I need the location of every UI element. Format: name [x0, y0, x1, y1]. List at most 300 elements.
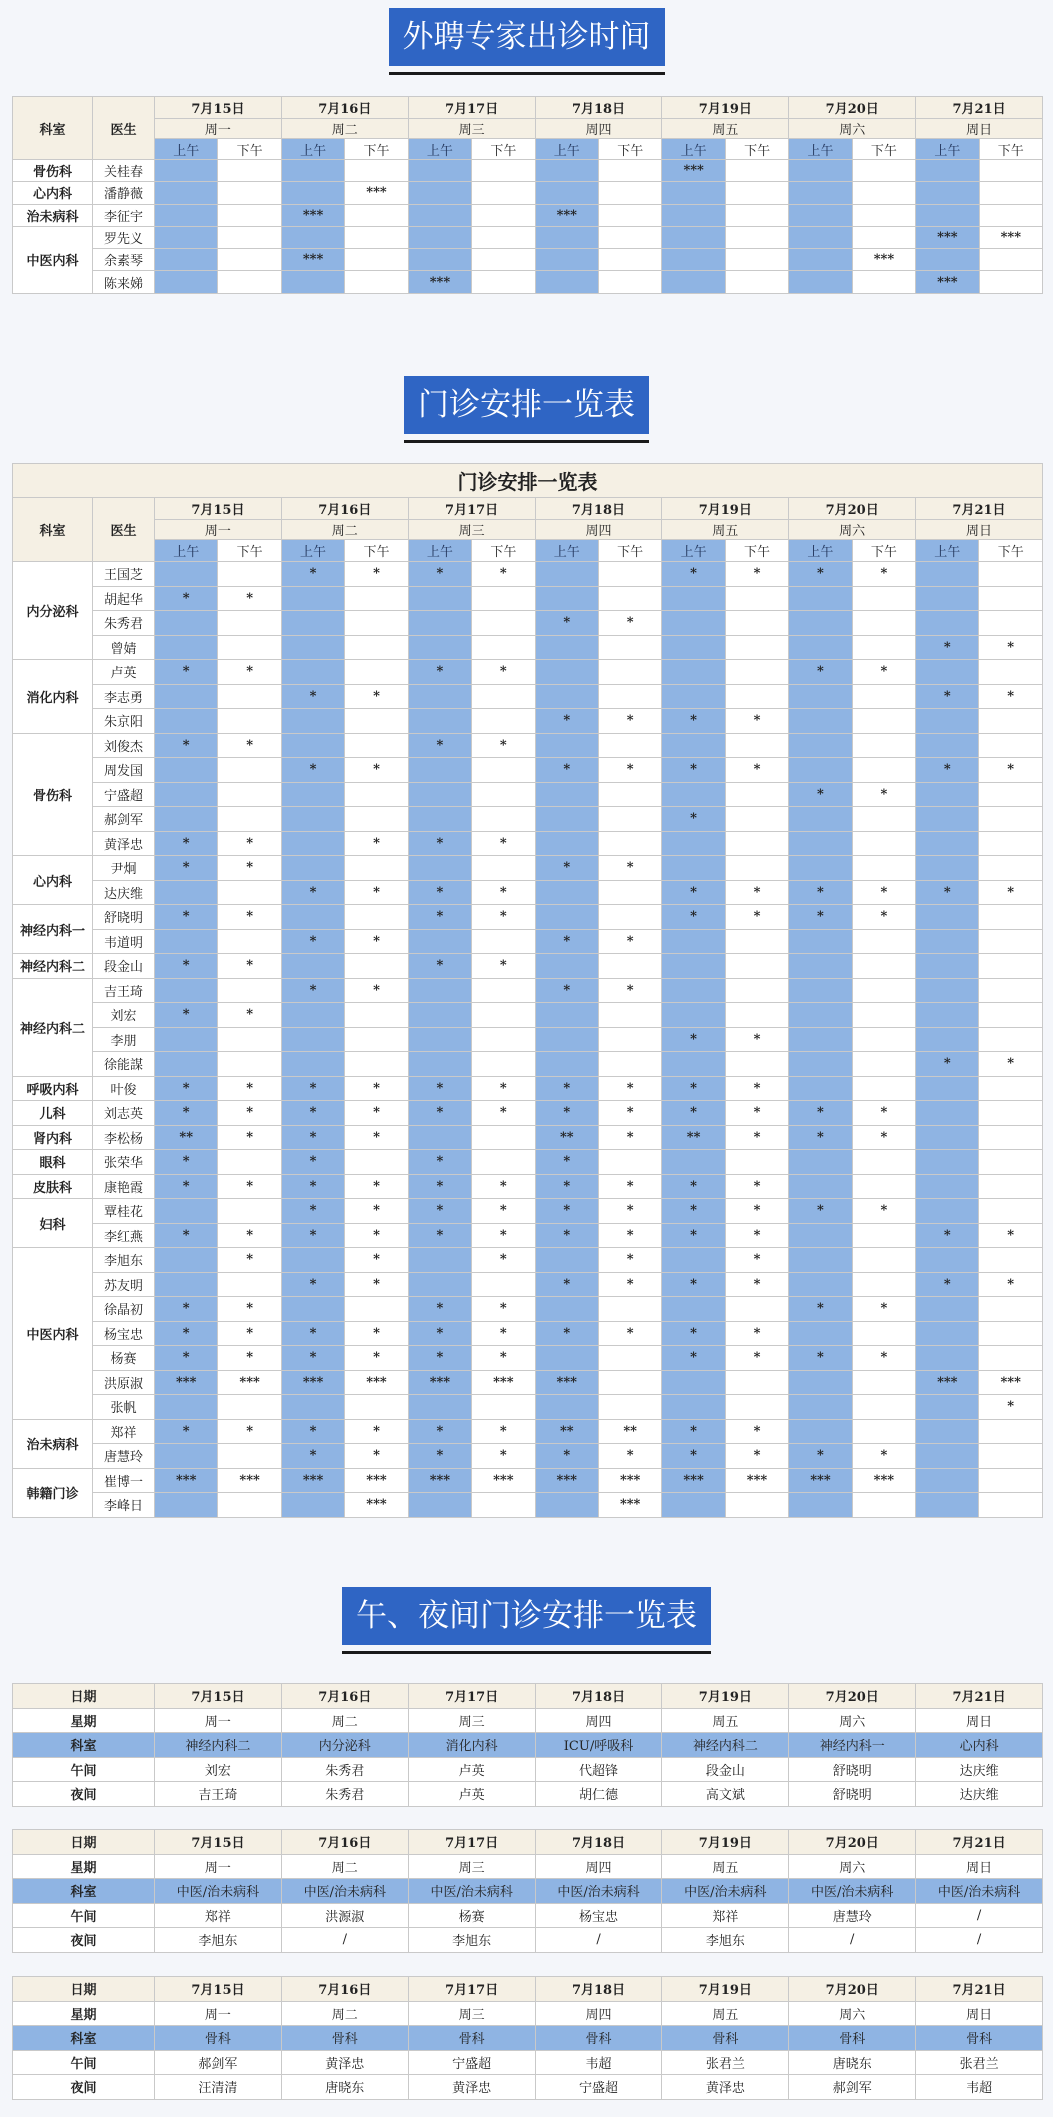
- schedule-cell: [662, 831, 725, 856]
- schedule-cell: *: [472, 562, 535, 587]
- schedule-cell: *: [408, 905, 471, 930]
- schedule-cell: ***: [598, 1493, 661, 1518]
- schedule-cell: [979, 660, 1042, 685]
- schedule-cell: [408, 1003, 471, 1028]
- schedule-cell: *: [218, 1321, 281, 1346]
- night-row-label: 夜间: [13, 1928, 155, 1953]
- table-row: [13, 1150, 1043, 1175]
- schedule-cell: *: [345, 880, 408, 905]
- night-cell: 中医/治未病科: [662, 1879, 789, 1904]
- schedule-cell: [218, 1150, 281, 1175]
- schedule-cell: [345, 160, 408, 182]
- header-row-ampm: [13, 540, 1043, 562]
- schedule-cell: [852, 226, 915, 248]
- schedule-cell: [979, 1248, 1042, 1273]
- table-row: [13, 586, 1043, 611]
- schedule-cell: [472, 856, 535, 881]
- schedule-cell: [662, 1248, 725, 1273]
- schedule-cell: [916, 1125, 979, 1150]
- night-cell: 宁盛超: [535, 2075, 662, 2100]
- table-row: [13, 1125, 1043, 1150]
- night-row-label: 午间: [13, 1903, 155, 1928]
- schedule-cell: *: [408, 1346, 471, 1371]
- schedule-cell: [408, 1052, 471, 1077]
- night-cell: 李旭东: [662, 1928, 789, 1953]
- schedule-cell: [598, 807, 661, 832]
- schedule-cell: ***: [408, 1468, 471, 1493]
- dept-cell: 内分泌科: [13, 562, 93, 660]
- doctor-name: 李志勇: [93, 684, 155, 709]
- schedule-cell: *: [916, 684, 979, 709]
- night-cell: 中医/治未病科: [155, 1879, 282, 1904]
- table-row: [13, 709, 1043, 734]
- schedule-cell: *: [408, 1223, 471, 1248]
- schedule-cell: [662, 733, 725, 758]
- table-row: [13, 831, 1043, 856]
- table-row: [13, 660, 1043, 685]
- schedule-cell: *: [472, 1444, 535, 1469]
- schedule-cell: ***: [408, 1370, 471, 1395]
- night-cell: 洪源淑: [281, 1903, 408, 1928]
- schedule-cell: *: [155, 1419, 218, 1444]
- schedule-cell: *: [345, 684, 408, 709]
- schedule-cell: *: [662, 1346, 725, 1371]
- night-cell: 神经内科二: [155, 1733, 282, 1758]
- schedule-cell: *: [281, 1346, 344, 1371]
- night-cell: 骨科: [789, 2026, 916, 2051]
- schedule-cell: *: [408, 562, 471, 587]
- schedule-cell: *: [979, 880, 1042, 905]
- schedule-cell: [916, 1468, 979, 1493]
- schedule-cell: [662, 635, 725, 660]
- schedule-cell: [535, 1297, 598, 1322]
- night-cell: 高文斌: [662, 1782, 789, 1807]
- header-am: 上午: [916, 139, 979, 160]
- schedule-cell: [725, 1370, 788, 1395]
- schedule-cell: [472, 271, 535, 293]
- schedule-cell: [155, 1052, 218, 1077]
- schedule-cell: [598, 1052, 661, 1077]
- header-date: 7月16日: [281, 97, 408, 119]
- schedule-cell: [725, 1297, 788, 1322]
- night-cell: 唐晓东: [281, 2075, 408, 2100]
- schedule-cell: [852, 1248, 915, 1273]
- doctor-name: 达庆维: [93, 880, 155, 905]
- doctor-name: 周发国: [93, 758, 155, 783]
- schedule-cell: *: [218, 1223, 281, 1248]
- schedule-cell: [662, 1493, 725, 1518]
- schedule-cell: [155, 562, 218, 587]
- schedule-cell: [662, 684, 725, 709]
- schedule-cell: *: [472, 1223, 535, 1248]
- schedule-cell: *: [662, 1272, 725, 1297]
- schedule-cell: [916, 782, 979, 807]
- night-cell: 骨科: [535, 2026, 662, 2051]
- schedule-cell: *: [852, 880, 915, 905]
- schedule-cell: [599, 182, 662, 204]
- dept-cell: 中医内科: [13, 1248, 93, 1420]
- schedule-cell: [789, 1174, 852, 1199]
- night-cell: 7月21日: [916, 1977, 1043, 2002]
- schedule-cell: [725, 182, 788, 204]
- doctor-name: 唐慧玲: [93, 1444, 155, 1469]
- schedule-cell: *: [598, 1174, 661, 1199]
- schedule-cell: [155, 1395, 218, 1420]
- header-row-weekdays: [13, 520, 1043, 540]
- schedule-cell: *: [852, 1125, 915, 1150]
- schedule-cell: *: [725, 1419, 788, 1444]
- schedule-cell: *: [155, 733, 218, 758]
- schedule-cell: [408, 782, 471, 807]
- schedule-cell: *: [281, 1419, 344, 1444]
- dept-cell: 心内科: [13, 182, 93, 204]
- header-dept: 科室: [13, 498, 93, 562]
- schedule-cell: *: [535, 1199, 598, 1224]
- schedule-cell: [408, 1248, 471, 1273]
- schedule-cell: [789, 1150, 852, 1175]
- schedule-cell: [852, 758, 915, 783]
- schedule-cell: *: [662, 905, 725, 930]
- doctor-name: 黄泽忠: [93, 831, 155, 856]
- schedule-cell: [281, 586, 344, 611]
- schedule-cell: *: [345, 978, 408, 1003]
- schedule-cell: *: [218, 660, 281, 685]
- schedule-cell: [535, 586, 598, 611]
- schedule-cell: [155, 758, 218, 783]
- schedule-cell: *: [281, 1125, 344, 1150]
- schedule-cell: *: [535, 978, 598, 1003]
- schedule-cell: [218, 1199, 281, 1224]
- schedule-cell: [472, 709, 535, 734]
- header-weekday: 周六: [789, 520, 916, 540]
- doctor-name: 尹炯: [93, 856, 155, 881]
- schedule-cell: [535, 160, 598, 182]
- schedule-cell: [281, 160, 344, 182]
- schedule-cell: *: [281, 1272, 344, 1297]
- schedule-cell: [979, 562, 1042, 587]
- night-cell: 代超锋: [535, 1757, 662, 1782]
- schedule-cell: [598, 1370, 661, 1395]
- schedule-cell: *: [472, 660, 535, 685]
- schedule-cell: [979, 271, 1042, 293]
- schedule-cell: *: [281, 880, 344, 905]
- schedule-cell: ***: [852, 249, 915, 271]
- schedule-cell: [725, 1150, 788, 1175]
- header-weekday: 周四: [535, 520, 662, 540]
- schedule-cell: [789, 1419, 852, 1444]
- schedule-cell: [281, 182, 344, 204]
- schedule-cell: ***: [155, 1468, 218, 1493]
- night-cell: 张君兰: [916, 2050, 1043, 2075]
- dept-cell: 妇科: [13, 1199, 93, 1248]
- schedule-cell: [789, 684, 852, 709]
- schedule-cell: [662, 182, 725, 204]
- table-row: [13, 160, 1043, 182]
- schedule-cell: *: [535, 611, 598, 636]
- schedule-cell: [345, 204, 408, 226]
- night-cell: 段金山: [662, 1757, 789, 1782]
- schedule-cell: [789, 831, 852, 856]
- schedule-cell: [916, 1076, 979, 1101]
- schedule-cell: [916, 978, 979, 1003]
- schedule-cell: [535, 1027, 598, 1052]
- schedule-cell: [408, 226, 471, 248]
- schedule-cell: *: [408, 1444, 471, 1469]
- night-cell: 刘宏: [155, 1757, 282, 1782]
- schedule-cell: [218, 1272, 281, 1297]
- schedule-cell: [218, 782, 281, 807]
- night-row: [13, 2001, 1043, 2026]
- table-row: [13, 226, 1043, 248]
- schedule-cell: *: [979, 684, 1042, 709]
- schedule-cell: *: [218, 954, 281, 979]
- schedule-cell: [979, 1419, 1042, 1444]
- dept-cell: 消化内科: [13, 660, 93, 734]
- table-row: [13, 1076, 1043, 1101]
- schedule-cell: [218, 684, 281, 709]
- night-cell: 7月16日: [281, 1977, 408, 2002]
- dept-cell: 皮肤科: [13, 1174, 93, 1199]
- schedule-cell: *: [979, 758, 1042, 783]
- schedule-cell: *: [725, 1272, 788, 1297]
- schedule-cell: [345, 635, 408, 660]
- header-date: 7月15日: [155, 498, 282, 520]
- schedule-cell: [916, 1321, 979, 1346]
- schedule-cell: *: [345, 1419, 408, 1444]
- doctor-name: 曾婧: [93, 635, 155, 660]
- schedule-cell: *: [472, 1346, 535, 1371]
- schedule-cell: [598, 684, 661, 709]
- night-cell: 唐慧玲: [789, 1903, 916, 1928]
- schedule-cell: [281, 1493, 344, 1518]
- schedule-cell: [852, 1027, 915, 1052]
- schedule-cell: [979, 1101, 1042, 1126]
- header-am: 上午: [408, 139, 471, 160]
- schedule-cell: [916, 1150, 979, 1175]
- schedule-cell: *: [155, 1076, 218, 1101]
- header-doctor: 医生: [93, 498, 155, 562]
- schedule-cell: [852, 1076, 915, 1101]
- schedule-cell: [852, 978, 915, 1003]
- night-cell: 张君兰: [662, 2050, 789, 2075]
- schedule-cell: [345, 611, 408, 636]
- schedule-cell: **: [662, 1125, 725, 1150]
- schedule-cell: [852, 684, 915, 709]
- schedule-cell: [979, 1199, 1042, 1224]
- table-row: [13, 1321, 1043, 1346]
- table-row: [13, 684, 1043, 709]
- schedule-cell: *: [725, 709, 788, 734]
- schedule-cell: [979, 1003, 1042, 1028]
- schedule-cell: *: [281, 684, 344, 709]
- schedule-cell: [789, 635, 852, 660]
- schedule-cell: *: [725, 1346, 788, 1371]
- schedule-cell: [662, 1370, 725, 1395]
- schedule-cell: [916, 1493, 979, 1518]
- section-title-text: 午、夜间门诊安排一览表: [356, 1598, 697, 1634]
- schedule-cell: [852, 1052, 915, 1077]
- night-cell: 7月18日: [535, 1977, 662, 2002]
- schedule-cell: *: [852, 905, 915, 930]
- schedule-cell: [916, 182, 979, 204]
- schedule-cell: [281, 611, 344, 636]
- night-row-label: 日期: [13, 1684, 155, 1709]
- schedule-cell: [535, 1346, 598, 1371]
- schedule-cell: [852, 733, 915, 758]
- table-row: [13, 1395, 1043, 1420]
- schedule-cell: [535, 1003, 598, 1028]
- schedule-cell: [345, 1003, 408, 1028]
- header-weekday: 周二: [281, 520, 408, 540]
- schedule-cell: [725, 1003, 788, 1028]
- schedule-cell: [155, 182, 218, 204]
- header-am: 上午: [916, 540, 979, 562]
- schedule-cell: [155, 1199, 218, 1224]
- schedule-cell: *: [535, 856, 598, 881]
- night-cell: 黄泽忠: [662, 2075, 789, 2100]
- section-title-external: [0, 8, 1053, 66]
- header-am: 上午: [789, 540, 852, 562]
- doctor-name: 杨赛: [93, 1346, 155, 1371]
- schedule-cell: [155, 709, 218, 734]
- schedule-cell: [408, 1027, 471, 1052]
- night-cell: ICU/呼吸科: [535, 1733, 662, 1758]
- doctor-name: 朱秀君: [93, 611, 155, 636]
- schedule-cell: [789, 204, 852, 226]
- header-weekday: 周一: [155, 119, 282, 139]
- schedule-cell: [662, 226, 725, 248]
- schedule-cell: [155, 271, 218, 293]
- schedule-cell: [916, 611, 979, 636]
- schedule-cell: [345, 856, 408, 881]
- schedule-cell: [535, 562, 598, 587]
- schedule-cell: [916, 562, 979, 587]
- schedule-cell: [662, 1052, 725, 1077]
- schedule-cell: [535, 249, 598, 271]
- header-weekday: 周六: [789, 119, 916, 139]
- schedule-cell: [852, 1395, 915, 1420]
- schedule-cell: [662, 204, 725, 226]
- schedule-cell: *: [408, 1297, 471, 1322]
- doctor-name: 苏友明: [93, 1272, 155, 1297]
- schedule-cell: [345, 954, 408, 979]
- night-row: [13, 1708, 1043, 1733]
- schedule-cell: *: [789, 1346, 852, 1371]
- schedule-cell: [916, 1248, 979, 1273]
- schedule-cell: [662, 782, 725, 807]
- schedule-cell: [345, 733, 408, 758]
- schedule-cell: [789, 1395, 852, 1420]
- schedule-cell: [979, 1076, 1042, 1101]
- schedule-cell: *: [979, 1395, 1042, 1420]
- section-title-text: 外聘专家出诊时间: [402, 19, 651, 55]
- table-row: [13, 1346, 1043, 1371]
- schedule-cell: [218, 182, 281, 204]
- schedule-cell: [472, 249, 535, 271]
- schedule-cell: [408, 160, 471, 182]
- night-cell: /: [916, 1928, 1043, 1953]
- schedule-cell: *: [281, 1174, 344, 1199]
- night-cell: 达庆维: [916, 1757, 1043, 1782]
- schedule-cell: *: [725, 880, 788, 905]
- table-row: [13, 1027, 1043, 1052]
- schedule-cell: [598, 905, 661, 930]
- schedule-cell: *: [598, 1223, 661, 1248]
- night-row-label: 午间: [13, 1757, 155, 1782]
- table-row: [13, 1101, 1043, 1126]
- night-cell: 周四: [535, 1854, 662, 1879]
- table-row: [13, 1370, 1043, 1395]
- schedule-cell: [916, 807, 979, 832]
- schedule-cell: [408, 182, 471, 204]
- schedule-cell: [472, 635, 535, 660]
- schedule-cell: [218, 1052, 281, 1077]
- schedule-cell: [472, 1027, 535, 1052]
- schedule-cell: [789, 1493, 852, 1518]
- schedule-cell: [472, 684, 535, 709]
- header-date: 7月21日: [916, 97, 1043, 119]
- schedule-cell: [916, 954, 979, 979]
- table-row: [13, 978, 1043, 1003]
- schedule-cell: *: [155, 1297, 218, 1322]
- dept-cell: 儿科: [13, 1101, 93, 1126]
- schedule-cell: *: [345, 1248, 408, 1273]
- night-row: [13, 1903, 1043, 1928]
- schedule-cell: **: [155, 1125, 218, 1150]
- schedule-cell: *: [472, 1297, 535, 1322]
- schedule-cell: [789, 1027, 852, 1052]
- doctor-name: 杨宝忠: [93, 1321, 155, 1346]
- schedule-cell: *: [345, 1101, 408, 1126]
- schedule-cell: [789, 709, 852, 734]
- night-cell: 7月17日: [408, 1830, 535, 1855]
- night-cell: 汪清清: [155, 2075, 282, 2100]
- schedule-cell: [725, 1052, 788, 1077]
- schedule-cell: *: [472, 1248, 535, 1273]
- schedule-cell: [662, 929, 725, 954]
- schedule-cell: *: [979, 1052, 1042, 1077]
- schedule-cell: *: [535, 709, 598, 734]
- schedule-cell: *: [598, 1076, 661, 1101]
- schedule-cell: [155, 978, 218, 1003]
- schedule-cell: [598, 562, 661, 587]
- schedule-cell: [155, 635, 218, 660]
- schedule-cell: [535, 684, 598, 709]
- section-title-text: 门诊安排一览表: [418, 387, 635, 423]
- schedule-cell: [789, 182, 852, 204]
- doctor-name: 康艳霞: [93, 1174, 155, 1199]
- night-row-label: 星期: [13, 2001, 155, 2026]
- schedule-cell: [535, 1052, 598, 1077]
- table-row: [13, 929, 1043, 954]
- schedule-cell: [535, 807, 598, 832]
- schedule-cell: [725, 1395, 788, 1420]
- schedule-cell: *: [598, 1272, 661, 1297]
- schedule-cell: [281, 1003, 344, 1028]
- schedule-cell: [979, 856, 1042, 881]
- schedule-cell: *: [662, 709, 725, 734]
- schedule-cell: *: [155, 586, 218, 611]
- night-cell: 7月15日: [155, 1684, 282, 1709]
- schedule-cell: [916, 905, 979, 930]
- table-row: [13, 733, 1043, 758]
- doctor-name: 张荣华: [93, 1150, 155, 1175]
- schedule-cell: [218, 880, 281, 905]
- doctor-name: 朱京阳: [93, 709, 155, 734]
- schedule-cell: [155, 1444, 218, 1469]
- schedule-cell: *: [979, 635, 1042, 660]
- schedule-cell: *: [281, 1223, 344, 1248]
